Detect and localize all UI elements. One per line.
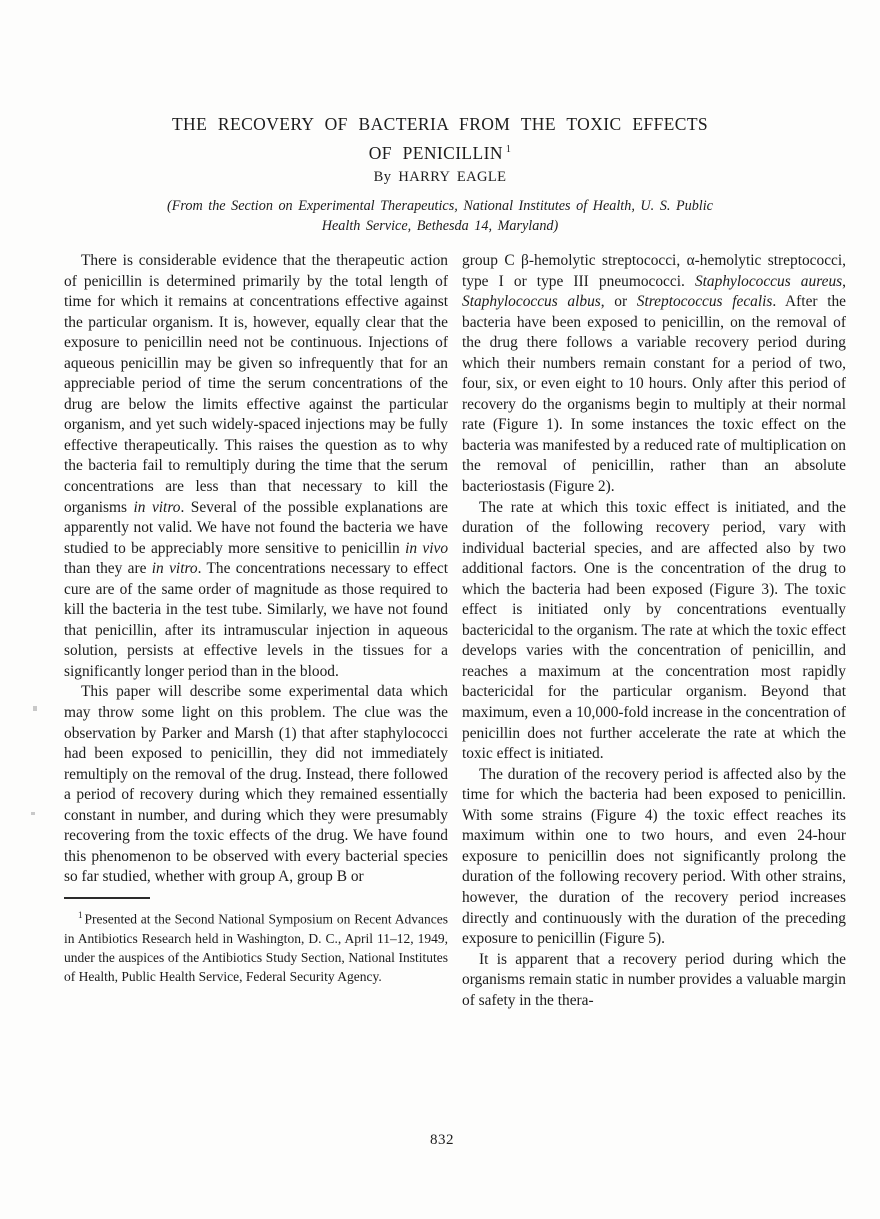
affiliation [0,196,880,236]
body-paragraph: The duration of the recovery period is affected also by the time for which the bacteria had been exposed to penicillin. With some strains (Figure 4) the toxic effect reaches its maximum within one to two hours, and even 24-hour exposure to penicillin does not significantly prolong the duration of the following recovery period. With other strains, however, the duration of the recovery period increases directly and continuously with the duration of the preceding exposure to penicillin (Figure 5). [462,765,846,948]
affiliation-line1: (From the Section on Experimental Therapeutics, National Institutes of Health, U. S. Public [167,198,713,214]
author-name: HARRY EAGLE [398,169,507,185]
footnote-block [64,897,448,986]
title-footnote-marker: 1 [505,144,512,155]
scan-artifact [33,706,37,711]
column-left-paragraphs [64,251,448,888]
page-number: 832 [430,1132,454,1148]
article-title [0,112,880,166]
body-paragraph: It is apparent that a recovery period during which the organisms remain static in number provides a valuable margin of safety in the thera- [462,950,846,1009]
scan-artifact [31,812,35,815]
article-title-line1: THE RECOVERY OF BACTERIA FROM THE TOXIC EFFECTS [171,114,709,134]
footnote-text: Presented at the Second National Symposium on Recent Advances in Antibiotics Research held in Washington, D. C., April 11–12, 1949, under the auspices of the Antibiotics Study Section, National Institutes of Health, Public Health Service, Federal Security Agency. [64,911,448,985]
column-right [462,251,846,1011]
byline-prefix: By [373,169,392,185]
column-right-paragraphs [462,251,846,1011]
article-title-line2: OF PENICILLIN [368,142,503,163]
article-body [64,251,846,1011]
footnote-divider [64,897,150,899]
body-paragraph: There is considerable evidence that the therapeutic action of penicillin is determined primarily by the total length of time for which it remains at concentrations effective against the particular organism. It is, however, equally clear that the exposure to penicillin need not be continuous. Injections of aqueous penicillin may be given so infrequently that for an appreciable period of time the serum concentrations of the drug are below the limits effective against the particular organism, and yet such widely-spaced injections may be fully effective therapeutically. This raises the question as to why the bacteria fail to remultiply during the time that the serum concentrations are less than that necessary to kill the organisms in vitro. Several of the possible explanations are apparently not valid. We have not found the bacteria we have studied to be appreciably more sensitive to penicillin in vivo than they are in vitro. The concentrations necessary to effect cure are of the same order of magnitude as those required to kill the bacteria in the test tube. Similarly, we have not found that penicillin, after its intramuscular injection in aqueous solution, persists at effective levels in the tissues for a significantly longer period than in the blood. [64,252,449,680]
affiliation-line2: Health Service, Bethesda 14, Maryland) [321,218,559,234]
footnote [64,906,448,986]
footnote-marker: 1 [78,909,83,920]
byline [0,169,880,186]
column-left [64,251,448,1011]
body-paragraph: This paper will describe some experimental data which may throw some light on this problem. The clue was the observation by Parker and Marsh (1) that after staphylococci had been exposed to penicillin, they did not immediately remultiply on the removal of the drug. Instead, there followed a period of recovery during which they remained essentially constant in number, and during which they were presumably recovering from the toxic effects of the drug. We have found this phenomenon to be observed with every bacterial species so far studied, whether with group A, group B or [64,683,448,886]
body-paragraph: group C β-hemolytic streptococci, α-hemolytic streptococci, type I or type III pneumococci. Staphylococcus aureus, Staphylococcus albus, or Streptococcus fecalis. After the bacteria have been exposed to penicillin, on the removal of the drug there follows a variable recovery period during which their numbers remain constant for a period of two, four, six, or even eight to 10 hours. Only after this period of recovery do the organisms begin to multiply at their normal rate (Figure 1). In some instances the toxic effect on the bacteria was manifested by a reduced rate of multiplication on the removal of penicillin, rather than an absolute bacteriostasis (Figure 2). [462,252,846,496]
body-paragraph: The rate at which this toxic effect is initiated, and the duration of the following recovery period, vary with individual bacterial species, and are affected also by two additional factors. One is the concentration of the drug to which the bacteria had been exposed (Figure 3). The toxic effect is initiated only by concentrations eventually bactericidal to the organism. The rate at which the toxic effect develops varies with the concentration of penicillin, and reaches a maximum at the concentration most rapidly bactericidal for the particular organism. Beyond that maximum, even a 10,000-fold increase in the concentration of penicillin does not further accelerate the rate at which the toxic effect is initiated. [462,498,846,763]
